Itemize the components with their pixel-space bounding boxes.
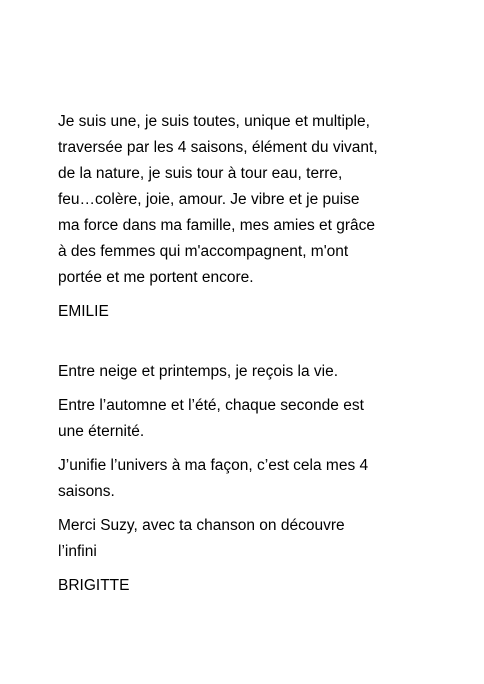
poem-line: à des femmes qui m'accompagnent, m'ont <box>58 243 349 260</box>
emilie-text-section <box>58 109 438 325</box>
poem-line: Entre neige et printemps, je reçois la vie. <box>58 363 338 380</box>
spacer <box>58 505 438 513</box>
poem-line: Merci Suzy, avec ta chanson on découvre <box>58 517 345 534</box>
spacer <box>58 291 438 299</box>
poem-line: une éternité. <box>58 423 145 440</box>
brigitte-stanza-2 <box>58 393 438 445</box>
brigitte-text-section <box>58 359 438 599</box>
poem-line: saisons. <box>58 483 115 500</box>
author-signature-brigitte: BRIGITTE <box>58 577 130 594</box>
emilie-poem <box>58 109 438 291</box>
spacer <box>58 385 438 393</box>
poem-line: ma force dans ma famille, mes amies et grâce <box>58 217 376 234</box>
poem-line: Entre l’automne et l’été, chaque seconde est <box>58 397 364 414</box>
poem-line: J’unifie l’univers à ma façon, c’est cela mes 4 <box>58 457 369 474</box>
spacer <box>58 445 438 453</box>
brigitte-stanza-1 <box>58 359 438 385</box>
author-signature-emilie: EMILIE <box>58 303 109 320</box>
poem-line: Je suis une, je suis toutes, unique et multiple, <box>58 113 370 130</box>
poem-line: de la nature, je suis tour à tour eau, terre, <box>58 165 343 182</box>
poem-line: traversée par les 4 saisons, élément du vivant, <box>58 139 378 156</box>
spacer <box>58 565 438 573</box>
poem-line: portée et me portent encore. <box>58 269 254 286</box>
poem-line: l’infini <box>58 543 97 560</box>
brigitte-stanza-4 <box>58 513 438 565</box>
brigitte-stanza-3 <box>58 453 438 505</box>
poem-line: feu…colère, joie, amour. Je vibre et je puise <box>58 191 360 208</box>
